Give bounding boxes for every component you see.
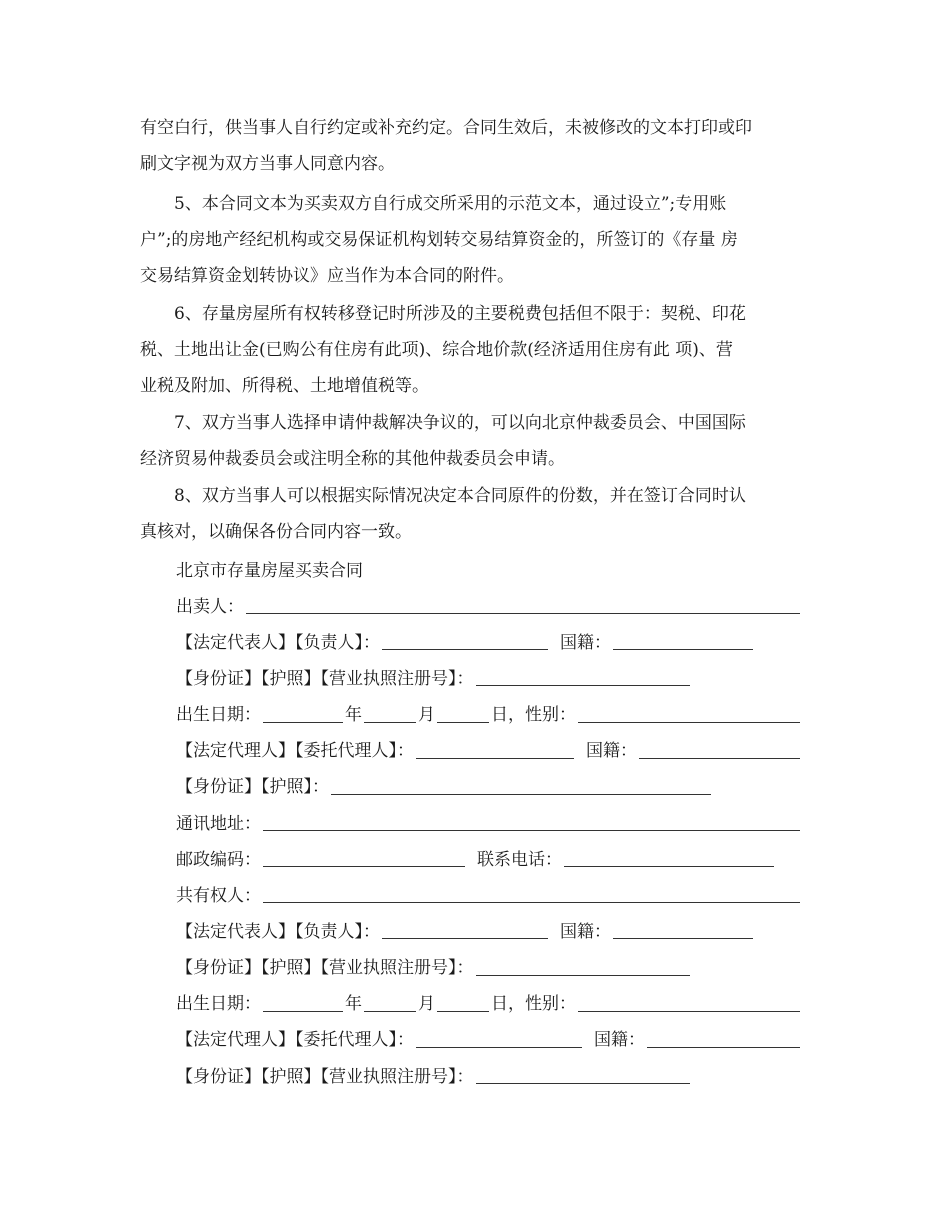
birth-day-field[interactable] (437, 707, 489, 723)
co-agent-nationality-field[interactable] (647, 1032, 800, 1048)
co-owner-row: 共有权人： (176, 875, 802, 911)
paragraph-item-8: 8、双方当事人可以根据实际情况决定本合同原件的份数，并在签订合同时认 真核对，以确保各份合同内容一致。 (140, 486, 746, 542)
co-agent-id-field[interactable] (476, 1068, 690, 1084)
co-agent-row: 【法定代理人】【委托代理人】： 国籍： (176, 1020, 802, 1056)
co-legal-rep-field[interactable] (382, 923, 548, 939)
birth-month-field[interactable] (364, 707, 416, 723)
contract-form (176, 550, 802, 1092)
agent-nationality-field[interactable] (639, 743, 800, 759)
birth-year-field[interactable] (263, 707, 343, 723)
co-owner-field[interactable] (263, 887, 800, 903)
address-field[interactable] (263, 815, 800, 831)
id-doc-row: 【身份证】【护照】【营业执照注册号】： (176, 658, 802, 694)
co-birth-month-field[interactable] (364, 996, 416, 1012)
agent-row: 【法定代理人】【委托代理人】： 国籍： (176, 731, 802, 767)
co-id-doc-row: 【身份证】【护照】【营业执照注册号】： (176, 948, 802, 984)
co-id-doc-field[interactable] (476, 960, 690, 976)
co-agent-id-row: 【身份证】【护照】【营业执照注册号】： (176, 1056, 802, 1092)
seller-row: 出卖人： (176, 586, 802, 622)
nationality-field[interactable] (613, 634, 753, 650)
paragraph-item-5: 5、本合同文本为买卖双方自行成交所采用的示范文本，通过设立”;专用账 户”;的房地产经纪机构或交易保证机构划转交易结算资金的，所签订的《存量 房 交易结算资金划转协议》应当作为本合同的附件。 (140, 194, 738, 286)
co-birth-day-field[interactable] (437, 996, 489, 1012)
co-birth-year-field[interactable] (263, 996, 343, 1012)
paragraph-item-7: 7、双方当事人选择申请仲裁解决争议的，可以向北京仲裁委员会、中国国际 经济贸易仲裁委员会或注明全称的其他仲裁委员会申请。 (140, 413, 746, 469)
contract-title: 北京市存量房屋买卖合同 (176, 560, 363, 581)
paragraph-blank-lines: 有空白行，供当事人自行约定或补充约定。合同生效后，未被修改的文本打印或印 刷文字视为双方当事人同意内容。 (140, 118, 752, 174)
agent-id-row: 【身份证】【护照】： (176, 767, 802, 803)
postcode-field[interactable] (263, 851, 465, 867)
phone-field[interactable] (564, 851, 774, 867)
birth-date-row: 出生日期： 年 月 日，性别： (176, 695, 802, 731)
postcode-phone-row: 邮政编码： 联系电话： (176, 839, 802, 875)
gender-field[interactable] (578, 707, 800, 723)
agent-id-field[interactable] (331, 779, 711, 795)
co-birth-date-row: 出生日期： 年 月 日，性别： (176, 984, 802, 1020)
paragraph-item-6: 6、存量房屋所有权转移登记时所涉及的主要税费包括但不限于：契税、印花 税、土地出让金(已购公有住房有此项)、综合地价款(经济适用住房有此 项)、营 业税及附加、所得税、土地增值税等。 (140, 304, 746, 396)
legal-rep-field[interactable] (382, 634, 548, 650)
agent-field[interactable] (416, 743, 574, 759)
co-nationality-field[interactable] (613, 923, 753, 939)
co-gender-field[interactable] (578, 996, 800, 1012)
id-doc-field[interactable] (476, 670, 690, 686)
address-row: 通讯地址： (176, 803, 802, 839)
co-legal-rep-row: 【法定代表人】【负责人】： 国籍： (176, 911, 802, 947)
legal-rep-row: 【法定代表人】【负责人】： 国籍： (176, 622, 802, 658)
seller-field[interactable] (246, 598, 800, 614)
co-agent-field[interactable] (416, 1032, 582, 1048)
